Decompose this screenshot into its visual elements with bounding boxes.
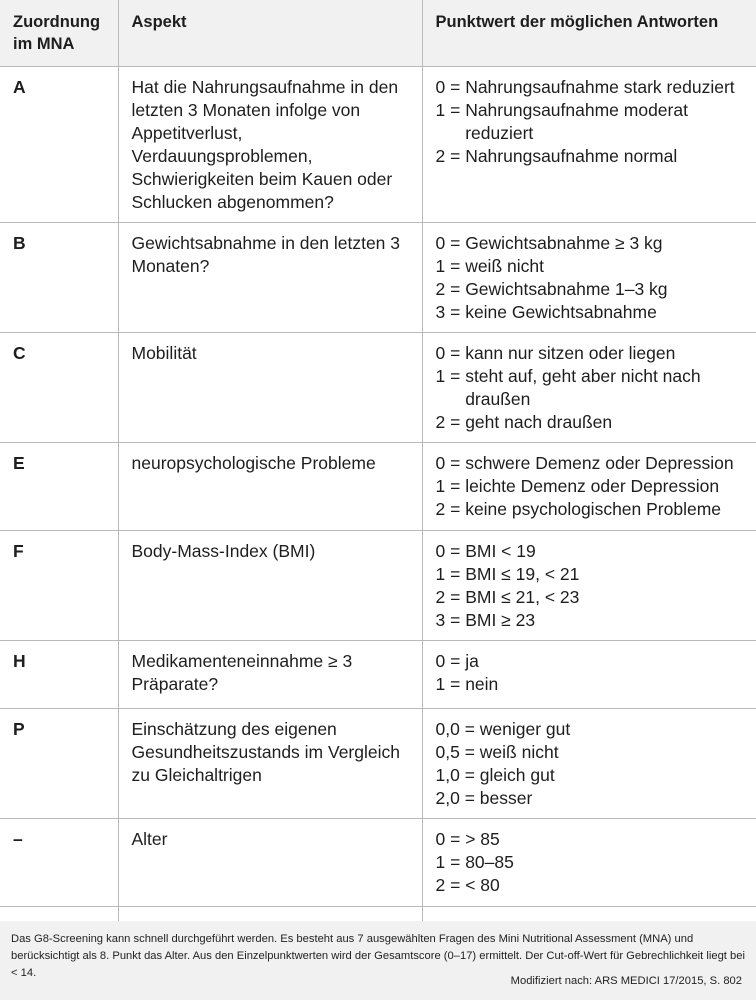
source-citation: Modifiziert nach: ARS MEDICI 17/2015, S. 802 xyxy=(510,975,742,987)
answer-text: geht nach draußen xyxy=(465,411,613,432)
table-row xyxy=(0,442,756,530)
table-row xyxy=(0,640,756,708)
answer-text: Gewichtsabnahme ≥ 3 kg xyxy=(465,232,663,253)
answer-option: 0 = Nahrungsaufnahme stark reduziert xyxy=(436,76,747,99)
answers-cell xyxy=(422,530,756,640)
table-row xyxy=(0,818,756,906)
aspect-cell: Mobilität xyxy=(118,332,422,442)
answer-score: 1 xyxy=(435,99,446,120)
answer-score: 2 xyxy=(435,278,446,299)
answers-cell xyxy=(422,640,756,708)
answer-text: nein xyxy=(465,673,499,694)
answer-option: 3 = BMI ≥ 23 xyxy=(436,609,747,632)
answer-option: 0 = ja xyxy=(436,650,747,673)
table-row xyxy=(0,222,756,332)
table-body xyxy=(0,66,756,950)
aspect-cell: Hat die Nahrungsaufnahme in den letzten 3 Monaten infolge von Appetitverlust, Verdauungsproblemen, Schwierigkeiten beim Kauen oder Schlucken abgenommen? xyxy=(118,66,422,222)
answer-option: 2 = geht nach draußen xyxy=(436,411,747,434)
answer-text: steht auf, geht aber nicht nach draußen xyxy=(465,365,701,409)
answer-score: 1 xyxy=(435,673,446,694)
mna-code-cell: H xyxy=(13,650,26,671)
answer-option: 0 = schwere Demenz oder Depression xyxy=(436,452,747,475)
table-row xyxy=(0,708,756,818)
answer-score: 1 xyxy=(435,563,446,584)
answer-text: keine psychologischen Probleme xyxy=(465,498,722,519)
answer-text: ja xyxy=(465,650,479,671)
mna-code-cell: F xyxy=(13,540,24,561)
answer-option: 2 = < 80 xyxy=(436,874,747,897)
answers-cell xyxy=(422,708,756,818)
answer-text: weiß nicht xyxy=(479,741,559,762)
answer-score: 1 xyxy=(435,365,446,386)
answers-cell xyxy=(422,818,756,906)
answer-option: 1 = steht auf, geht aber nicht nach draußen xyxy=(436,365,747,411)
answer-option: 2 = keine psychologischen Probleme xyxy=(436,498,747,521)
answer-score: 2 xyxy=(435,498,446,519)
answer-score: 2 xyxy=(435,586,446,607)
table-row xyxy=(0,332,756,442)
answer-score: 1 xyxy=(435,255,446,276)
answer-text: gleich gut xyxy=(479,764,555,785)
answer-score: 0 xyxy=(435,342,446,363)
answer-text: BMI < 19 xyxy=(465,540,536,561)
answer-option: 2 = Gewichtsabnahme 1–3 kg xyxy=(436,278,747,301)
aspect-cell: neuropsychologische Probleme xyxy=(118,442,422,530)
answer-text: Gewichtsabnahme 1–3 kg xyxy=(465,278,668,299)
answer-option: 1 = 80–85 xyxy=(436,851,747,874)
answer-score: 1 xyxy=(435,851,446,872)
header-aspect: Aspekt xyxy=(118,0,422,66)
answer-text: kann nur sitzen oder liegen xyxy=(465,342,676,363)
answer-score: 2 xyxy=(435,874,446,895)
answers-cell xyxy=(422,442,756,530)
header-score: Punktwert der möglichen Antworten xyxy=(422,0,756,66)
answer-text: besser xyxy=(479,787,533,808)
mna-code-cell: B xyxy=(13,232,26,253)
answer-option: 2 = BMI ≤ 21, < 23 xyxy=(436,586,747,609)
mna-code-cell: C xyxy=(13,342,26,363)
answer-option: 2,0 = besser xyxy=(436,787,747,810)
answer-score: 0,0 xyxy=(435,718,460,739)
answer-option: 1 = nein xyxy=(436,673,747,696)
answers-cell xyxy=(422,332,756,442)
answer-text: 80–85 xyxy=(465,851,514,872)
mna-code-cell: P xyxy=(13,718,25,739)
aspect-cell: Einschätzung des eigenen Gesundheitszustands im Vergleich zu Gleichaltrigen xyxy=(118,708,422,818)
answer-option: 1,0 = gleich gut xyxy=(436,764,747,787)
answer-text: Nahrungsaufnahme stark reduziert xyxy=(465,76,735,97)
aspect-cell: Alter xyxy=(118,818,422,906)
answer-text: BMI ≤ 21, < 23 xyxy=(465,586,580,607)
table-row xyxy=(0,66,756,222)
answer-text: > 85 xyxy=(465,828,500,849)
answer-score: 3 xyxy=(435,609,446,630)
answer-score: 0,5 xyxy=(435,741,460,762)
footnote-text: Das G8-Screening kann schnell durchgeführt werden. Es besteht aus 7 ausgewählten Fragen des Mini Nutritional Assessment (MNA) und berücksichtigt als 8. Punkt das Alter. Aus den Einzelpunktwerten wird der Gesamtscore (0–17) ermittelt. Der Cut-off-Wert für Gebrechlichkeit liegt bei < 14. xyxy=(11,933,745,979)
mna-code-cell: – xyxy=(13,828,23,849)
answer-option: 0 = BMI < 19 xyxy=(436,540,747,563)
answer-score: 1 xyxy=(435,475,446,496)
answer-option: 0,5 = weiß nicht xyxy=(436,741,747,764)
answer-text: Nahrungsaufnahme normal xyxy=(465,145,678,166)
answers-cell xyxy=(422,66,756,222)
answer-option: 1 = leichte Demenz oder Depression xyxy=(436,475,747,498)
answer-option: 0,0 = weniger gut xyxy=(436,718,747,741)
mna-code-cell: E xyxy=(13,452,25,473)
aspect-cell: Gewichtsabnahme in den letzten 3 Monaten? xyxy=(118,222,422,332)
answer-score: 0 xyxy=(435,232,446,253)
answer-text: weiß nicht xyxy=(465,255,544,276)
header-mna-assignment: Zuordnung im MNA xyxy=(13,13,101,53)
table-header-row xyxy=(0,0,756,66)
answer-text: schwere Demenz oder Depression xyxy=(465,452,734,473)
answer-score: 0 xyxy=(435,540,446,561)
answer-text: keine Gewichtsabnahme xyxy=(465,301,657,322)
answer-score: 0 xyxy=(435,452,446,473)
answer-option: 0 = Gewichtsabnahme ≥ 3 kg xyxy=(436,232,747,255)
answer-score: 2 xyxy=(435,411,446,432)
answers-cell xyxy=(422,222,756,332)
answer-score: 0 xyxy=(435,828,446,849)
answer-option: 1 = BMI ≤ 19, < 21 xyxy=(436,563,747,586)
answer-score: 0 xyxy=(435,76,446,97)
answer-score: 3 xyxy=(435,301,446,322)
aspect-cell: Body-Mass-Index (BMI) xyxy=(118,530,422,640)
answer-option: 3 = keine Gewichtsabnahme xyxy=(436,301,747,324)
answer-score: 2 xyxy=(435,145,446,166)
answer-option: 0 = kann nur sitzen oder liegen xyxy=(436,342,747,365)
table-footnote-area xyxy=(0,921,756,1000)
answer-score: 1,0 xyxy=(435,764,460,785)
table-row xyxy=(0,530,756,640)
answer-option: 0 = > 85 xyxy=(436,828,747,851)
answer-text: leichte Demenz oder Depression xyxy=(465,475,720,496)
answer-text: Nahrungsaufnahme moderat reduziert xyxy=(465,99,688,143)
answer-score: 0 xyxy=(435,650,446,671)
answer-text: BMI ≥ 23 xyxy=(465,609,536,630)
mna-code-cell: A xyxy=(13,76,26,97)
answer-score: 2,0 xyxy=(435,787,460,808)
answer-option: 2 = Nahrungsaufnahme normal xyxy=(436,145,747,168)
answer-option: 1 = weiß nicht xyxy=(436,255,747,278)
answer-option: 1 = Nahrungsaufnahme moderat reduziert xyxy=(436,99,747,145)
answer-text: weniger gut xyxy=(479,718,571,739)
answer-text: BMI ≤ 19, < 21 xyxy=(465,563,580,584)
aspect-cell: Medikamenteneinnahme ≥ 3 Präparate? xyxy=(118,640,422,708)
answer-text: < 80 xyxy=(465,874,500,895)
